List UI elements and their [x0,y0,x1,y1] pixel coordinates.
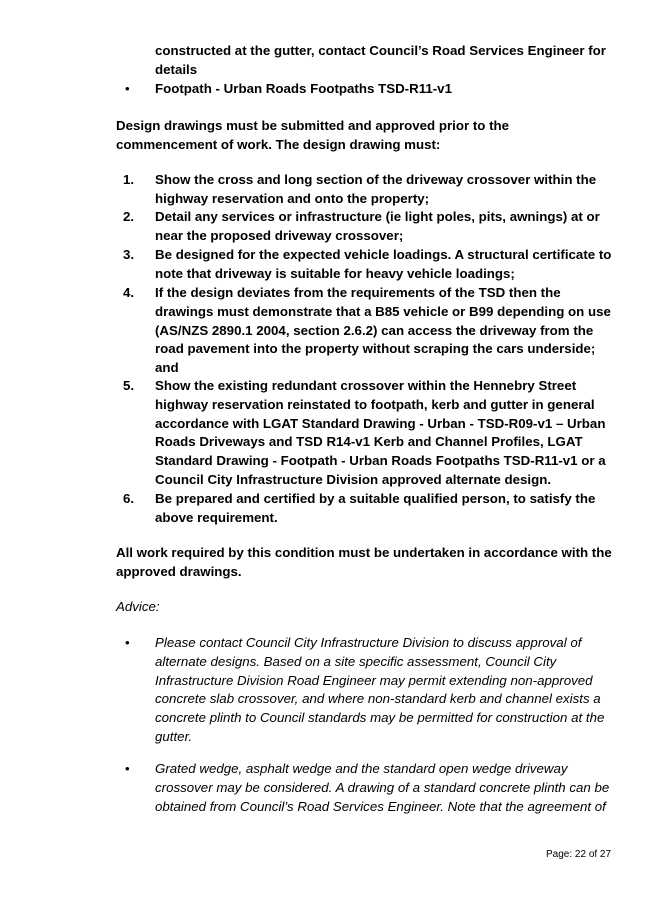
item-number: 4. [123,285,135,300]
advice-item-text: Please contact Council City Infrastructure Division to discuss approval of alternate designs. Based on a site specific assessment, Council City Infrastructure Division Road Engineer may permit extending non-approved concrete slab crossover, and where non-standard kerb and channel exists a concrete plinth to Council standards may be permitted for construction at the gutter. [155,635,605,744]
advice-heading: Advice: [116,599,160,614]
numbered-item-text: Show the cross and long section of the driveway crossover within the highway reservation and onto the property; [155,172,597,206]
bullet-marker: • [125,761,130,776]
numbered-item-text: If the design deviates from the requirements of the TSD then the drawings must demonstrate that a B85 vehicle or B99 depending on use (AS/NZS 2890.1 2004, section 2.6.2) can access the driveway from the road pavement into the property without scraping the cars underside; and [155,285,611,376]
numbered-item-text: Detail any services or infrastructure (ie light poles, pits, awnings) at or near the proposed driveway crossover; [155,209,600,243]
bullet-marker: • [125,81,130,96]
intro-continuation: constructed at the gutter, contact Council’s Road Services Engineer for details [155,43,606,77]
advice-item-text: Grated wedge, asphalt wedge and the standard open wedge driveway crossover may be considered. A drawing of a standard concrete plinth can be obtained from Council’s Road Services Engineer. Note that the agreement of [155,761,610,814]
numbered-item-text: Be designed for the expected vehicle loadings. A structural certificate to note that driveway is suitable for heavy vehicle loadings; [155,247,612,281]
closing-paragraph: All work required by this condition must be undertaken in accordance with the approved drawings. [116,545,612,579]
design-intro: Design drawings must be submitted and approved prior to the commencement of work. The design drawing must: [116,118,510,152]
page-number: Page: 22 of 27 [546,849,612,860]
numbered-item-text: Be prepared and certified by a suitable qualified person, to satisfy the above requirement. [155,491,596,525]
numbered-item-text: Show the existing redundant crossover within the Hennebry Street highway reservation reinstated to footpath, kerb and gutter in general accordance with LGAT Standard Drawing - Urban - TSD-R09-v1 – Urban Roads Driveways and TSD R14-v1 Kerb and Channel Profiles, LGAT Standard Drawing - Footpath - Urban Roads Footpaths TSD-R11-v1 or a Council City Infrastructure Division approved alternate design. [155,378,606,487]
item-number: 2. [123,209,135,224]
item-number: 1. [123,172,135,187]
item-number: 5. [123,378,135,393]
intro-bullet-text: Footpath - Urban Roads Footpaths TSD-R11-v1 [155,81,452,96]
item-number: 6. [123,491,135,506]
item-number: 3. [123,247,135,262]
bullet-marker: • [125,635,130,650]
